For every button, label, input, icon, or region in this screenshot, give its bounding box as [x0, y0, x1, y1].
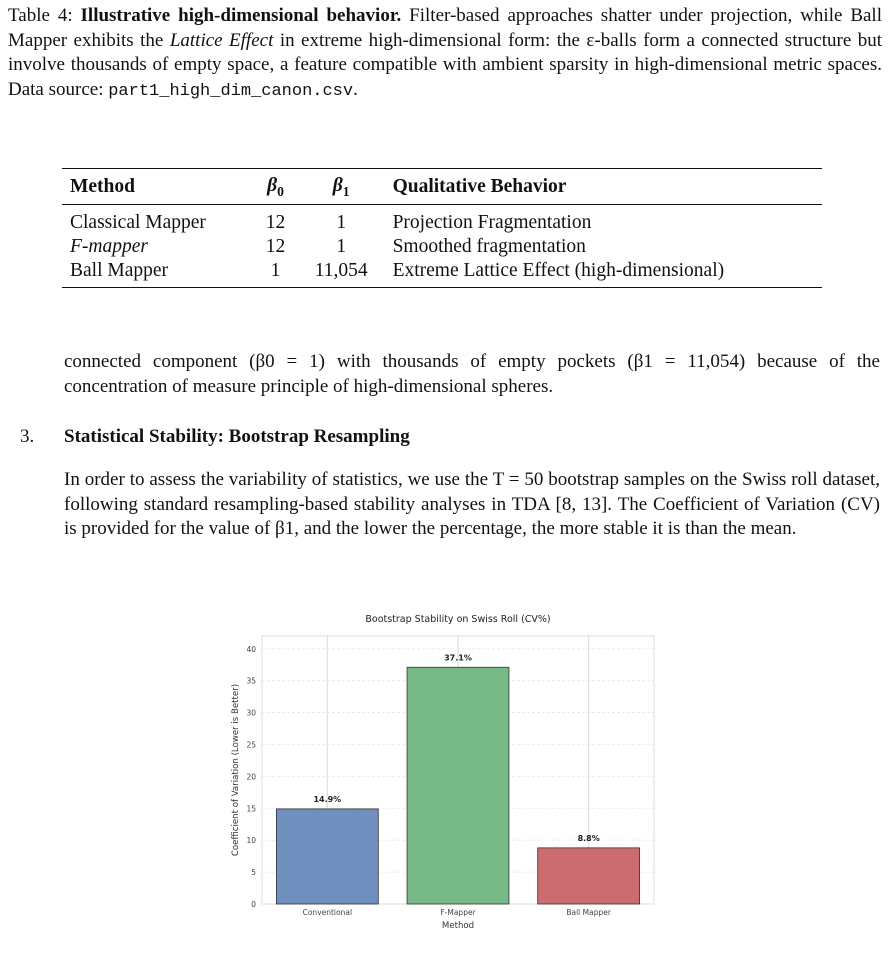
x-axis-ticks — [303, 908, 612, 917]
table-row — [62, 204, 822, 235]
y-tick-label: 35 — [246, 676, 256, 686]
section-number: 3. — [20, 426, 35, 447]
y-tick-label: 20 — [246, 772, 256, 782]
x-tick-label: Ball Mapper — [566, 908, 611, 917]
bar-data-label: 37.1% — [444, 653, 472, 663]
y-tick-label: 10 — [246, 836, 256, 846]
cell-b1: 11,054 — [298, 259, 385, 288]
cell-b1: 1 — [336, 211, 347, 233]
caption-source-file: part1_high_dim_canon.csv — [108, 81, 354, 101]
cell-method: F-mapper — [70, 235, 148, 257]
caption-end: . — [353, 78, 358, 100]
header-behavior: Qualitative Behavior — [385, 169, 822, 205]
caption-italic-term: Lattice Effect — [169, 29, 274, 51]
cell-method: Ball Mapper — [62, 259, 253, 288]
table-header-row — [62, 169, 822, 205]
header-beta1: $\beta_1$ — [298, 169, 385, 205]
caption-title: Illustrative high-dimensional behavior. — [80, 5, 402, 26]
table-row — [62, 235, 822, 259]
x-tick-label: F-Mapper — [440, 908, 476, 917]
chart-svg — [222, 608, 662, 934]
x-tick-label: Conventional — [302, 908, 353, 917]
cell-b1: 1 — [336, 235, 347, 257]
y-tick-label: 25 — [246, 740, 256, 750]
caption-text-2: in extreme high-dimensional form: the ε-balls form a connected structure but involve thousands of empty space, a feature compatible with ambient sparsity in high-dimensional metric spaces. Data source: — [8, 29, 883, 100]
y-tick-label: 0 — [251, 900, 256, 909]
y-tick-label: 40 — [246, 644, 256, 654]
section-body: In order to assess the variability of statistics, we use the T = 50 bootstrap samples on the Swiss roll dataset, following standard resampling-based stability analyses in TDA [8, 13]. The Coefficient of Variation (CV) is provided for the value of β1, and the lower the percentage, the more stable it is than the mean. — [64, 469, 880, 539]
bar-data-label: 8.8% — [577, 833, 600, 843]
header-method: Method — [62, 169, 253, 205]
caption-label: Table 4: — [8, 5, 73, 26]
caption-text-1: Filter-based approaches shatter under projection, while Ball Mapper exhibits the — [8, 5, 882, 51]
section-title: Statistical Stability: Bootstrap Resampling — [64, 426, 410, 447]
bootstrap-stability-chart — [222, 608, 662, 934]
cell-b0: 12 — [265, 211, 286, 233]
bar — [407, 667, 509, 904]
results-table — [62, 168, 822, 288]
cell-method: Classical Mapper — [70, 211, 206, 233]
chart-title: Bootstrap Stability on Swiss Roll (CV%) — [365, 614, 551, 625]
table-row — [62, 259, 822, 288]
body-paragraph: connected component (β0 = 1) with thousands of empty pockets (β1 = 11,054) because of the concentration of measure principle of high-dimensional spheres. — [64, 351, 880, 397]
y-tick-label: 15 — [246, 804, 256, 814]
cell-b0: 12 — [265, 235, 286, 257]
y-axis-ticks — [246, 645, 256, 909]
cell-behavior: Extreme Lattice Effect (high-dimensional) — [385, 259, 822, 288]
bar — [276, 809, 378, 904]
cell-behavior: Projection Fragmentation — [392, 211, 592, 233]
bar — [538, 848, 640, 904]
cell-b0: 1 — [253, 259, 298, 288]
chart-bars — [276, 653, 639, 904]
y-axis-label: Coefficient of Variation (Lower is Better) — [231, 683, 241, 857]
y-tick-label: 30 — [246, 708, 256, 718]
header-beta0: $\beta_0$ — [253, 169, 298, 205]
bar-data-label: 14.9% — [313, 794, 342, 804]
x-axis-label: Method — [441, 921, 475, 931]
table-caption — [8, 4, 882, 104]
y-tick-label: 5 — [251, 868, 256, 878]
cell-behavior: Smoothed fragmentation — [392, 235, 586, 257]
